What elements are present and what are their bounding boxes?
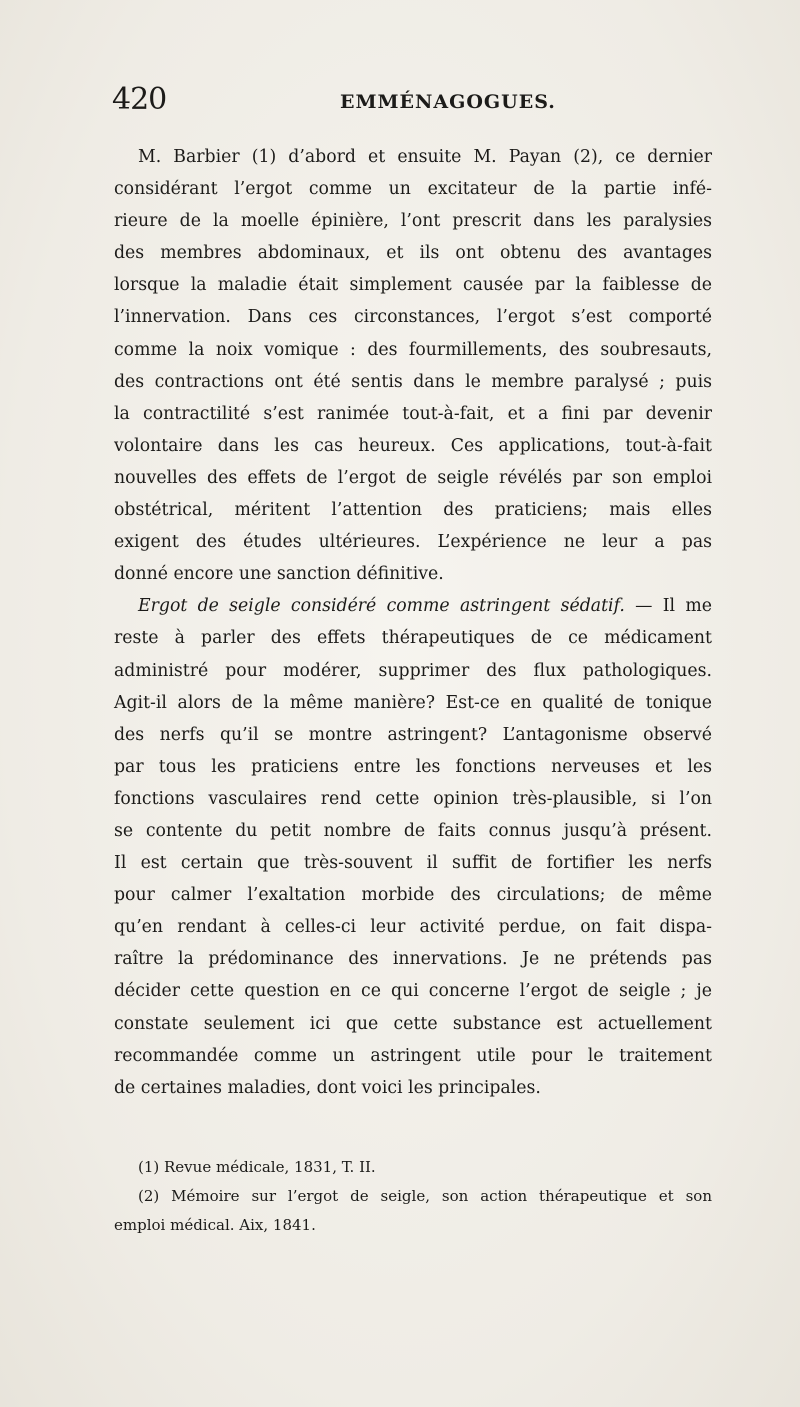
text-line: recommandée comme un astringent utile pour le traitement: [114, 1045, 712, 1066]
page-number: 420: [112, 82, 167, 117]
text-line: l’innervation. Dans ces circonstances, l’ergot s’est comporté: [114, 307, 712, 328]
section-heading-line: [114, 590, 712, 622]
text-line: comme la noix vomique : des fourmillements, des soubresauts,: [114, 339, 712, 360]
text-line: Il est certain que très-souvent il suffit de fortifier les nerfs: [114, 853, 712, 874]
footnote-2-line-2: emploi médical. Aix, 1841.: [114, 1216, 316, 1234]
text-line: obstétrical, méritent l’attention des praticiens; mais elles: [114, 500, 712, 521]
text-line: des nerfs qu’il se montre astringent? L’antagonisme observé: [114, 724, 712, 745]
body-text: [114, 141, 712, 1104]
text-line: raître la prédominance des innervations. Je ne prétends pas: [114, 949, 712, 970]
page-header: [112, 82, 710, 122]
text-line: M. Barbier (1) d’abord et ensuite M. Payan (2), ce dernier: [138, 147, 712, 167]
text-line: Agit-il alors de la même manière? Est-ce en qualité de tonique: [114, 692, 712, 713]
text-line: de certaines maladies, dont voici les principales.: [114, 1077, 541, 1098]
text-line: la contractilité s’est ranimée tout-à-fait, et a fini par devenir: [114, 403, 712, 424]
text-line: rieure de la moelle épinière, l’ont prescrit dans les paralysies: [114, 211, 712, 232]
text-line: décider cette question en ce qui concerne l’ergot de seigle ; je: [114, 981, 712, 1002]
text-line: se contente du petit nombre de faits connus jusqu’à présent.: [114, 820, 712, 841]
text-line: administré pour modérer, supprimer des flux pathologiques.: [114, 660, 712, 681]
text-line: qu’en rendant à celles-ci leur activité perdue, on fait dispa-: [114, 917, 712, 938]
text-line: donné encore une sanction définitive.: [114, 564, 444, 585]
text-line: nouvelles des effets de l’ergot de seigle révélés par son emploi: [114, 467, 712, 488]
section-heading-continuation: — Il me: [635, 596, 712, 617]
footnotes: [114, 1153, 712, 1240]
text-line: des contractions ont été sentis dans le membre paralysé ; puis: [114, 371, 712, 392]
text-line: exigent des études ultérieures. L’expérience ne leur a pas: [114, 532, 712, 553]
footnote-1: (1) Revue médicale, 1831, T. II.: [138, 1158, 376, 1176]
text-line: des membres abdominaux, et ils ont obtenu des avantages: [114, 243, 712, 264]
text-line: volontaire dans les cas heureux. Ces applications, tout-à-fait: [114, 435, 712, 456]
text-line: constate seulement ici que cette substance est actuellement: [114, 1013, 712, 1034]
footnote-2-line-1: (2) Mémoire sur l’ergot de seigle, son action thérapeutique et son: [138, 1187, 712, 1205]
running-head: EMMÉNAGOGUES.: [340, 91, 556, 113]
text-line: considérant l’ergot comme un excitateur de la partie infé-: [114, 179, 712, 200]
text-line: lorsque la maladie était simplement causée par la faiblesse de: [114, 275, 712, 296]
text-line: par tous les praticiens entre les fonctions nerveuses et les: [114, 756, 712, 777]
text-line: reste à parler des effets thérapeutiques de ce médicament: [114, 628, 712, 649]
section-heading: Ergot de seigle considéré comme astringent sédatif.: [138, 596, 625, 617]
text-line: fonctions vasculaires rend cette opinion très-plausible, si l’on: [114, 788, 712, 809]
text-line: pour calmer l’exaltation morbide des circulations; de même: [114, 885, 712, 906]
